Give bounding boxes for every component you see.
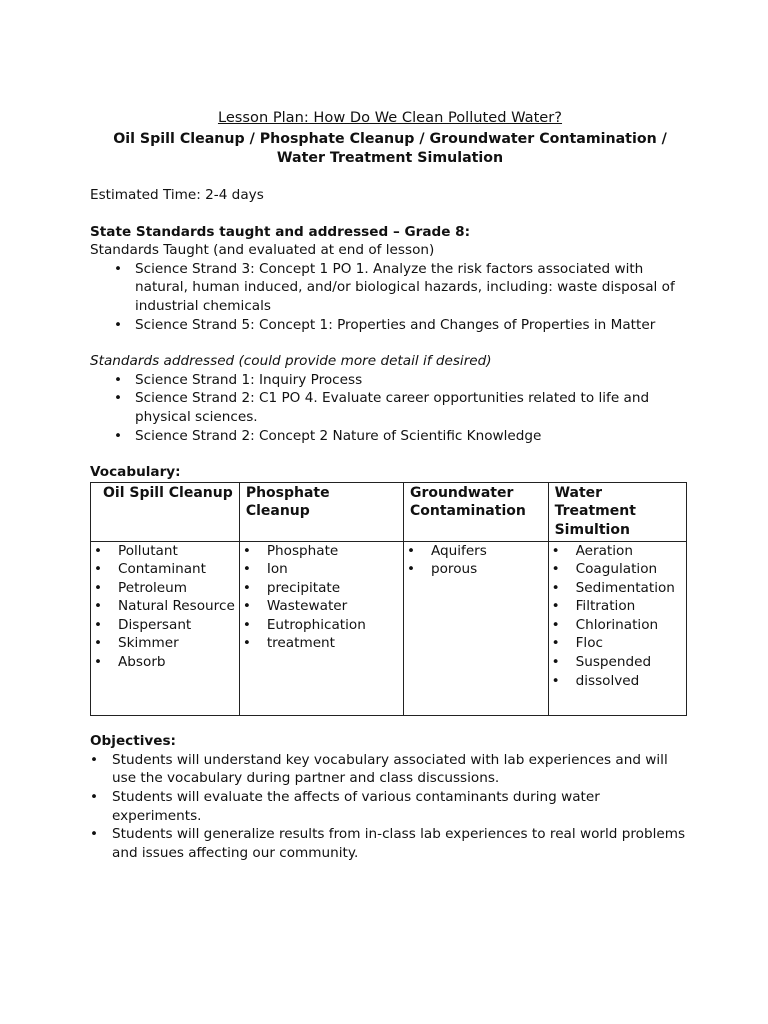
list-item: • Ion: [243, 560, 399, 579]
standards-taught-intro: Standards Taught (and evaluated at end of lesson): [90, 242, 435, 259]
list-item: • Wastewater: [243, 597, 399, 616]
list-item: • Chlorination: [552, 616, 682, 635]
table-header-cell: Phosphate Cleanup: [239, 482, 403, 541]
standards-addressed-intro: Standards addressed (could provide more detail if desired): [90, 353, 492, 370]
vocab-list: [407, 542, 544, 579]
standards-taught-list: [90, 260, 690, 334]
document-page: [90, 108, 690, 862]
list-item: • Aeration: [552, 542, 682, 561]
list-item: • Skimmer: [94, 634, 235, 653]
list-item: • Petroleum: [94, 579, 235, 598]
list-item: • Science Strand 5: Concept 1: Properties and Changes of Properties in Matter: [114, 316, 690, 335]
list-item: • treatment: [243, 634, 399, 653]
table-header-cell: Groundwater Contamination: [403, 482, 548, 541]
list-item: • Natural Resource: [94, 597, 235, 616]
table-cell: [91, 541, 240, 716]
estimated-time: Estimated Time: 2-4 days: [90, 187, 264, 203]
list-item: • Aquifers: [407, 542, 544, 561]
list-item: • Filtration: [552, 597, 682, 616]
list-item: • Contaminant: [94, 560, 235, 579]
list-item: • Science Strand 3: Concept 1 PO 1. Analyze the risk factors associated with natural, human induced, and/or biological hazards, including: waste disposal of industrial chemicals: [114, 260, 690, 316]
list-item: • Suspended: [552, 653, 682, 672]
list-item: • Eutrophication: [243, 616, 399, 635]
list-item: • Coagulation: [552, 560, 682, 579]
objectives-heading: Objectives:: [90, 733, 176, 750]
standards-heading: State Standards taught and addressed – Grade 8:: [90, 223, 471, 240]
list-item: • precipitate: [243, 579, 399, 598]
list-item: • Floc: [552, 634, 682, 653]
table-cell: [239, 541, 403, 716]
list-item: • Sedimentation: [552, 579, 682, 598]
list-item: • Students will generalize results from in-class lab experiences to real world problems and issues affecting our community.: [90, 825, 690, 862]
table-header-cell: Water Treatment Simultion: [548, 482, 686, 541]
vocabulary-heading: Vocabulary:: [90, 464, 181, 481]
list-item: • Absorb: [94, 653, 235, 672]
table-row: [91, 541, 687, 716]
list-item: • dissolved: [552, 672, 682, 691]
vocab-list: [552, 542, 682, 691]
page-subtitle: Oil Spill Cleanup / Phosphate Cleanup / Groundwater Contamination / Water Treatment Simulation: [113, 131, 667, 166]
table-cell: [548, 541, 686, 716]
table-header-cell: Oil Spill Cleanup: [91, 482, 240, 541]
list-item: • Students will understand key vocabulary associated with lab experiences and will use the vocabulary during partner and class discussions.: [90, 751, 690, 788]
list-item: • Students will evaluate the affects of various contaminants during water experiments.: [90, 788, 690, 825]
list-item: • Science Strand 2: C1 PO 4. Evaluate career opportunities related to life and physical sciences.: [114, 389, 690, 426]
page-title: Lesson Plan: How Do We Clean Polluted Water?: [217, 109, 563, 126]
list-item: • Science Strand 1: Inquiry Process: [114, 371, 690, 390]
table-header-row: [91, 482, 687, 541]
list-item: • porous: [407, 560, 544, 579]
list-item: • Science Strand 2: Concept 2 Nature of Scientific Knowledge: [114, 427, 690, 446]
table-cell: [403, 541, 548, 716]
standards-addressed-list: [90, 371, 690, 445]
list-item: • Pollutant: [94, 542, 235, 561]
list-item: • Dispersant: [94, 616, 235, 635]
vocab-list: [94, 542, 235, 672]
list-item: • Phosphate: [243, 542, 399, 561]
vocabulary-table: [90, 482, 687, 717]
vocab-list: [243, 542, 399, 654]
objectives-list: [90, 751, 690, 863]
